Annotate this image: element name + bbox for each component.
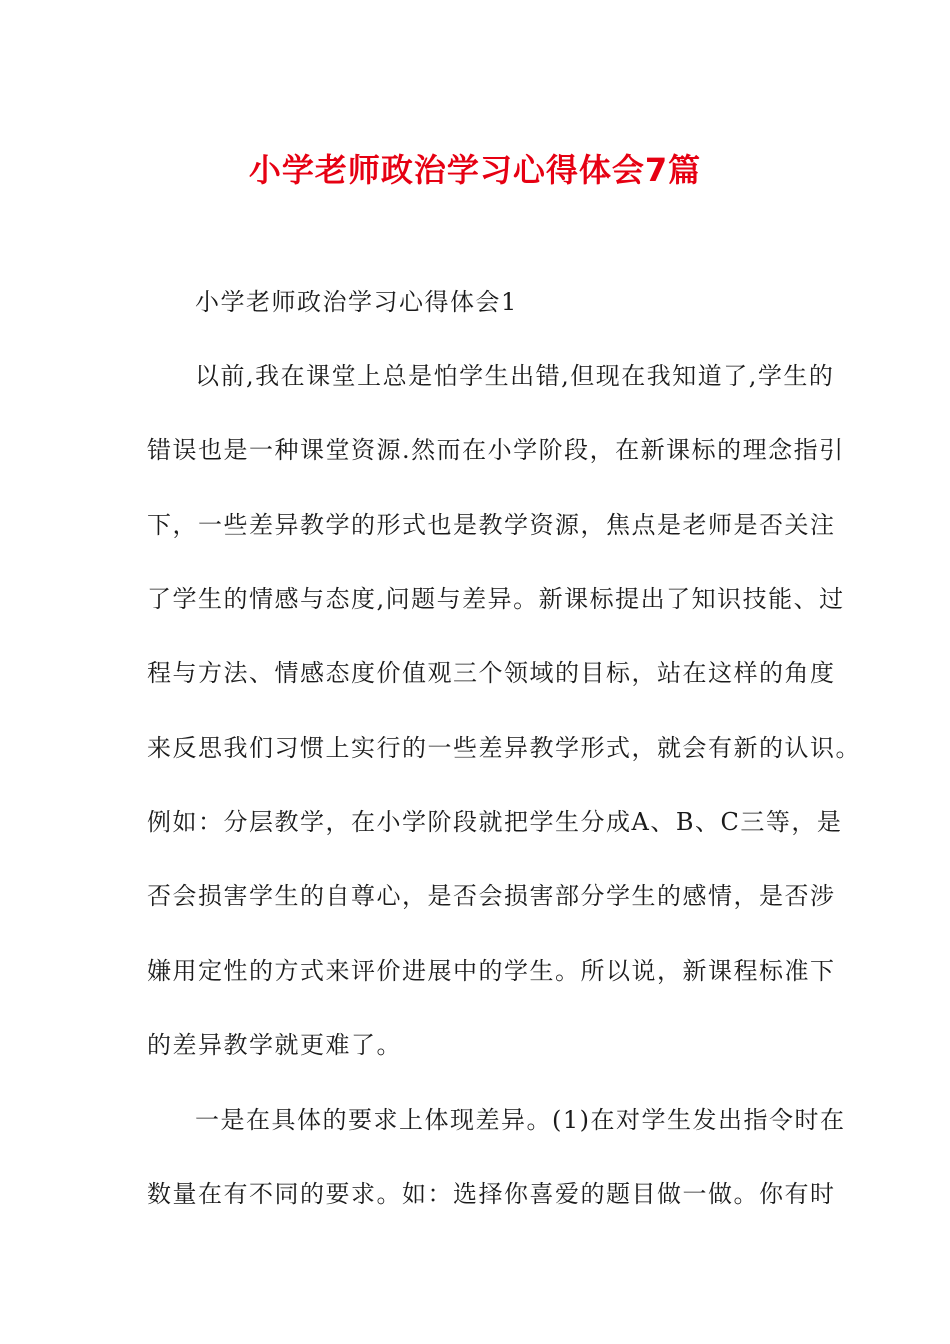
paragraph-line: 了学生的情感与态度,问题与差异。新课标提出了知识技能、过 — [147, 585, 845, 613]
paragraph-line: 一是在具体的要求上体现差异。(1)在对学生发出指令时在 — [195, 1106, 846, 1134]
paragraph-line: 的差异教学就更难了。 — [147, 1031, 402, 1059]
paragraph-line: 否会损害学生的自尊心，是否会损害部分学生的感情，是否涉 — [147, 882, 836, 910]
paragraph-line: 来反思我们习惯上实行的一些差异教学形式，就会有新的认识。 — [147, 734, 861, 762]
paragraph-line: 下，一些差异教学的形式也是教学资源，焦点是老师是否关注 — [147, 511, 836, 539]
paragraph-line: 数量在有不同的要求。如：选择你喜爱的题目做一做。你有时 — [147, 1180, 836, 1208]
paragraph-line: 程与方法、情感态度价值观三个领域的目标，站在这样的角度 — [147, 659, 836, 687]
paragraph-line: 以前,我在课堂上总是怕学生出错,但现在我知道了,学生的 — [195, 362, 835, 390]
paragraph-line: 例如：分层教学，在小学阶段就把学生分成A、B、C三等，是 — [147, 808, 843, 836]
paragraph-line: 错误也是一种课堂资源.然而在小学阶段，在新课标的理念指引 — [147, 436, 845, 464]
section-heading: 小学老师政治学习心得体会1 — [195, 288, 518, 316]
paragraph-line: 嫌用定性的方式来评价进展中的学生。所以说，新课程标准下 — [147, 957, 836, 985]
document-title: 小学老师政治学习心得体会7篇 — [248, 151, 702, 189]
